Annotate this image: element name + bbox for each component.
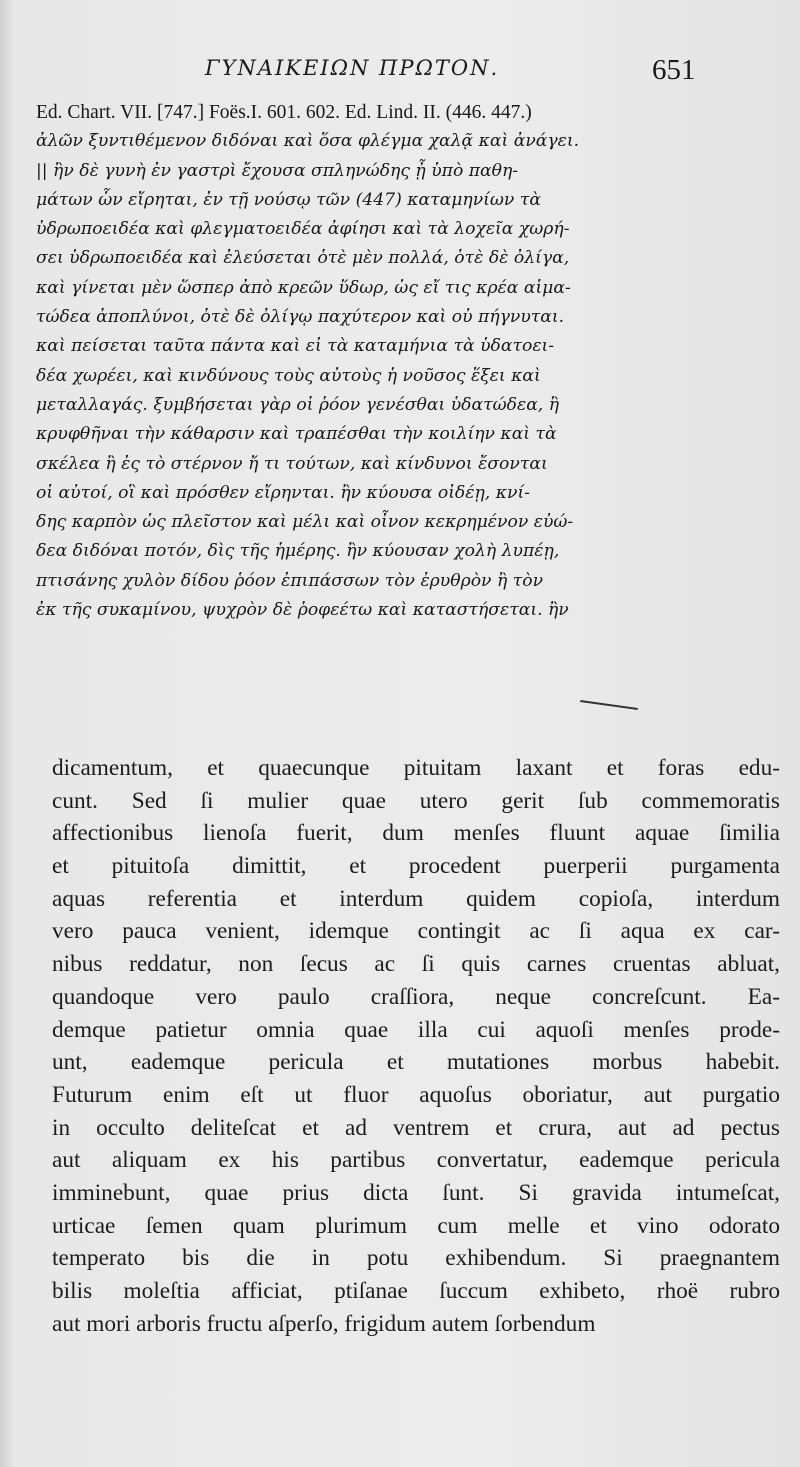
latin-line: temperato bis die in potu exhibendum. Si praegnantem	[52, 1245, 780, 1272]
latin-line: dicamentum, et quaecunque pituitam laxant et foras edu-	[52, 755, 780, 781]
latin-line: aut aliquam ex his partibus convertatur, eademque pericula	[52, 1147, 780, 1174]
section-divider	[580, 700, 638, 710]
latin-line: nibus reddatur, non ſecus ac ſi quis carnes cruentas abluat,	[52, 951, 780, 978]
running-title: ΓΥΝΑΙΚΕΙΩΝ ΠΡΩΤΟΝ.	[205, 56, 500, 80]
greek-line: ἀλῶν ξυντιθέμενον διδόναι καὶ ὅσα φλέγμα χαλᾷ καὶ ἀνάγει.	[36, 131, 580, 152]
page-number: 651	[652, 54, 696, 86]
latin-line: vero pauca venient, idemque contingit ac ſi aqua ex car-	[52, 918, 780, 945]
latin-line: in occulto deliteſcat et ad ventrem et crura, aut ad pectus	[52, 1114, 780, 1141]
greek-line: δης καρπὸν ὡς πλεῖστον καὶ μέλι καὶ οἶνον κεκρημένον εὐώ-	[36, 512, 574, 533]
latin-line: bilis moleſtia afficiat, ptiſanae ſuccum exhibeto, rhoë rubro	[52, 1278, 780, 1304]
latin-line: aut mori arboris fructu aſperſo, frigidum autem ſorbendum	[52, 1310, 596, 1337]
latin-line: demque patietur omnia quae illa cui aquoſi menſes prode-	[52, 1016, 780, 1043]
greek-line: ὑδρωποειδέα καὶ φλεγματοειδέα ἀφίησι καὶ τὰ λοχεῖα χωρή-	[36, 219, 570, 240]
greek-line: καὶ γίνεται μὲν ὥσπερ ἀπὸ κρεῶν ὕδωρ, ὡς εἴ τις κρέα αἱμα-	[36, 277, 571, 298]
greek-line: σει ὑδρωποειδέα καὶ ἐλεύσεται ὁτὲ μὲν πολλά, ὁτὲ δὲ ὀλίγα,	[36, 248, 570, 269]
greek-text-block	[36, 98, 781, 625]
greek-line: κρυφθῆναι τὴν κάθαρσιν καὶ τραπέσθαι τὴν κοιλίην καὶ τὰ	[36, 424, 557, 445]
greek-line: ἐκ τῆς συκαμίνου, ψυχρὸν δὲ ῥοφεέτω καὶ καταστήσεται. ἢν	[36, 600, 569, 621]
latin-line: quandoque vero paulo craſſiora, neque concreſcunt. Ea-	[52, 983, 780, 1010]
edition-reference-line: Ed. Chart. VII. [747.] Foës.I. 601. 602. Ed. Lind. II. (446. 447.)	[36, 102, 532, 123]
greek-line: πτισάνης χυλὸν δίδου ῥόον ἐπιπάσσων τὸν ἐρυθρὸν ἢ τὸν	[36, 570, 544, 591]
greek-line: οἱ αὐτοί, οἳ καὶ πρόσθεν εἴρηνται. ἢν κύουσα οἰδέῃ, κνί-	[36, 482, 530, 503]
greek-line: || ἢν δὲ γυνὴ ἐν γαστρὶ ἔχουσα σπληνώδης ᾖ ὑπὸ παθη-	[36, 160, 519, 181]
greek-line: δεα διδόναι ποτόν, δὶς τῆς ἡμέρης. ἢν κύουσαν χολὴ λυπέῃ,	[36, 541, 560, 562]
latin-line: imminebunt, quae prius dicta ſunt. Si gravida intumeſcat,	[52, 1179, 780, 1206]
greek-line: σκέλεα ἢ ἐς τὸ στέρνον ἤ τι τούτων, καὶ κίνδυνοι ἔσονται	[36, 453, 548, 474]
latin-line: unt, eademque pericula et mutationes morbus habebit.	[52, 1049, 780, 1076]
greek-line: καὶ πείσεται ταῦτα πάντα καὶ εἰ τὰ καταμήνια τὰ ὑδατοει-	[36, 336, 555, 357]
latin-line: Futurum enim eſt ut fluor aquoſus oboriatur, aut purgatio	[52, 1081, 780, 1108]
greek-line: δέα χωρέει, καὶ κινδύνους τοὺς αὐτοὺς ἡ νοῦσος ἕξει καὶ	[36, 365, 541, 386]
latin-line: aquas referentia et interdum quidem copioſa, interdum	[52, 885, 780, 912]
latin-line: urticae ſemen quam plurimum cum melle et vino odorato	[52, 1212, 780, 1239]
greek-line: τώδεα ἀποπλύνοι, ὁτὲ δὲ ὀλίγῳ παχύτερον καὶ οὐ πήγνυται.	[36, 307, 565, 328]
greek-line: μάτων ὧν εἴρηται, ἐν τῇ νούσῳ τῶν (447) καταμηνίων τὰ	[36, 189, 541, 210]
latin-text-block	[52, 752, 780, 1340]
greek-line: μεταλλαγάς. ξυμβήσεται γὰρ οἱ ῥόον γενέσθαι ὑδατώδεα, ἢ	[36, 394, 560, 415]
latin-line: et pituitoſa dimittit, et procedent puerperii purgamenta	[52, 853, 780, 880]
latin-line: cunt. Sed ſi mulier quae utero gerit ſub commemoratis	[52, 787, 780, 814]
page-header	[0, 46, 800, 86]
latin-line: affectionibus lienoſa fuerit, dum menſes fluunt aquae ſimilia	[52, 820, 780, 847]
